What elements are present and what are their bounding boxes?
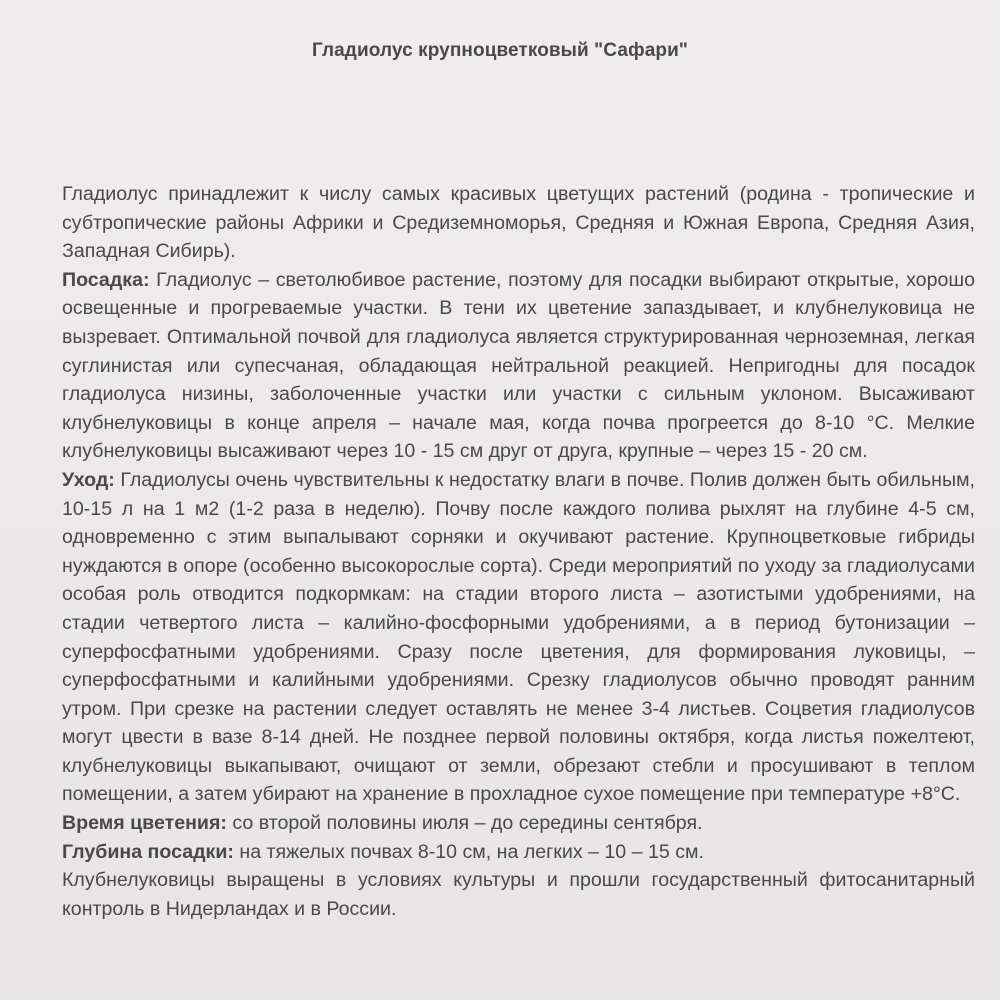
page-title: Гладиолус крупноцветковый "Сафари" <box>312 40 688 61</box>
care-paragraph <box>62 466 975 809</box>
planting-depth-text: на тяжелых почвах 8-10 см, на легких – 10 – 15 см. <box>233 840 704 863</box>
bloom-time-paragraph <box>62 809 975 838</box>
closing-paragraph <box>62 866 975 923</box>
planting-label: Посадка: <box>62 268 150 291</box>
bloom-time-label: Время цветения: <box>62 812 227 835</box>
planting-text: Гладиолус – светолюбивое растение, поэтому для посадки выбирают открытые, хорошо освещенные и прогреваемые участки. В тени их цветение запаздывает, и клубнелуковица не вызревает. Оптимальной почвой для гладиолуса является структурированная черноземная, легкая суглинистая или супесчаная, обладающая нейтральной реакцией. Непригодны для посадок гладиолуса низины, заболоченные участки или участки с сильным уклоном. Высаживают клубнелуковицы в конце апреля – начале мая, когда почва прогреется до 8-10 °С. Мелкие клубнелуковицы высаживают через 10 - 15 см друг от друга, крупные – через 15 - 20 см. <box>62 268 975 463</box>
closing-text: Клубнелуковицы выращены в условиях культуры и прошли государственный фитосанитарный контроль в Нидерландах и в России. <box>62 869 975 920</box>
intro-paragraph <box>62 180 975 266</box>
intro-text: Гладиолус принадлежит к числу самых красивых цветущих растений (родина - тропические и субтропические районы Африки и Средиземноморья, Средняя и Южная Европа, Средняя Азия, Западная Сибирь). <box>62 183 975 263</box>
planting-paragraph <box>62 266 975 466</box>
bloom-time-text: со второй половины июля – до середины сентября. <box>226 812 703 835</box>
planting-depth-paragraph <box>62 838 975 867</box>
care-label: Уход: <box>62 468 115 491</box>
planting-depth-label: Глубина посадки: <box>62 840 234 863</box>
document-body <box>62 180 975 923</box>
care-text: Гладиолусы очень чувствительны к недостатку влаги в почве. Полив должен быть обильным, 10-15 л на 1 м2 (1-2 раза в неделю). Почву после каждого полива рыхлят на глубине 4-5 см, одновременно с этим выпалывают сорняки и окучивают растение. Крупноцветковые гибриды нуждаются в опоре (особенно высокорослые сорта). Среди мероприятий по уходу за гладиолусами особая роль отводится подкормкам: на стадии второго листа – азотистыми удобрениями, на стадии четвертого листа – калийно-фосфорными удобрениями, а в период бутонизации – суперфосфатными удобрениями. Сразу после цветения, для формирования луковицы, – суперфосфатными и калийными удобрениями. Срезку гладиолусов обычно проводят ранним утром. При срезке на растении следует оставлять не менее 3-4 листьев. Соцветия гладиолусов могут цвести в вазе 8-14 дней. Не позднее первой половины октября, когда листья пожелтеют, клубнелуковицы выкапывают, очищают от земли, обрезают стебли и просушивают в теплом помещении, а затем убирают на хранение в прохладное сухое помещение при температуре +8°С. <box>62 468 975 806</box>
